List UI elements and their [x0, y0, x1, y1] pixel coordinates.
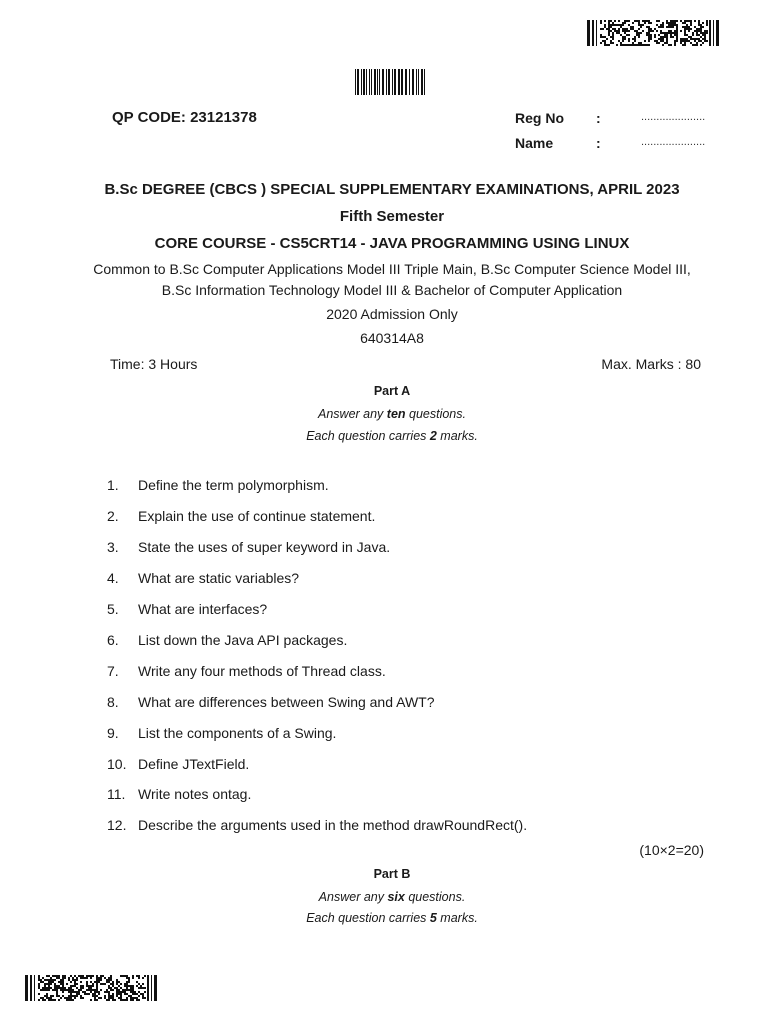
question-number: 10. [107, 756, 127, 772]
paper-code: 640314A8 [360, 330, 424, 346]
question-number: 1. [107, 477, 119, 493]
question-text: Define JTextField. [138, 756, 250, 772]
question-text: Write notes ontag. [138, 786, 252, 802]
bottom-left-barcode [25, 975, 157, 1001]
part-b-answer-instruction: Answer any six questions. [318, 890, 466, 904]
part-b-marks-instruction: Each question carries 5 marks. [306, 911, 478, 925]
question-text: Describe the arguments used in the method drawRoundRect(). [138, 817, 528, 833]
top-right-barcode [587, 20, 719, 46]
question-number: 7. [107, 663, 119, 679]
part-b-heading: Part B [373, 867, 411, 881]
max-marks: Max. Marks : 80 [601, 356, 701, 372]
part-a-answer-instruction: Answer any ten questions. [318, 407, 466, 421]
question-text: Define the term polymorphism. [138, 477, 329, 493]
question-text: What are static variables? [138, 570, 300, 586]
course-title: CORE COURSE - CS5CRT14 - JAVA PROGRAMMING USING LINUX [154, 235, 630, 252]
exam-title: B.Sc DEGREE (CBCS ) SPECIAL SUPPLEMENTARY EXAMINATIONS, APRIL 2023 [104, 181, 680, 198]
reg-no-blank: ..................... [641, 111, 706, 123]
question-number: 2. [107, 508, 119, 524]
part-a-total-marks: (10×2=20) [639, 842, 704, 858]
question-number: 5. [107, 601, 119, 617]
question-number: 11. [107, 786, 126, 802]
admission-note: 2020 Admission Only [326, 306, 458, 322]
question-text: List down the Java API packages. [138, 632, 348, 648]
center-barcode [355, 69, 429, 95]
qp-code: QP CODE: 23121378 [112, 109, 257, 126]
common-to-line-1: Common to B.Sc Computer Applications Model III Triple Main, B.Sc Computer Science Model III, [93, 261, 691, 277]
question-number: 6. [107, 632, 119, 648]
question-number: 4. [107, 570, 119, 586]
reg-no-label: Reg No [515, 110, 564, 126]
question-text: Write any four methods of Thread class. [138, 663, 386, 679]
name-colon: : [596, 135, 601, 151]
part-a-heading: Part A [373, 384, 411, 398]
question-text: List the components of a Swing. [138, 725, 337, 741]
name-label: Name [515, 135, 554, 151]
question-text: What are interfaces? [138, 601, 268, 617]
reg-no-colon: : [596, 110, 601, 126]
question-number: 3. [107, 539, 119, 555]
question-number: 8. [107, 694, 119, 710]
common-to-line-2: B.Sc Information Technology Model III & Bachelor of Computer Application [161, 282, 623, 298]
question-text: What are differences between Swing and AWT? [138, 694, 435, 710]
semester: Fifth Semester [339, 208, 445, 225]
question-number: 9. [107, 725, 119, 741]
part-a-marks-instruction: Each question carries 2 marks. [306, 429, 478, 443]
question-text: Explain the use of continue statement. [138, 508, 376, 524]
time-allowed: Time: 3 Hours [110, 356, 198, 372]
question-text: State the uses of super keyword in Java. [138, 539, 391, 555]
name-blank: ..................... [641, 136, 706, 148]
question-number: 12. [107, 817, 127, 833]
